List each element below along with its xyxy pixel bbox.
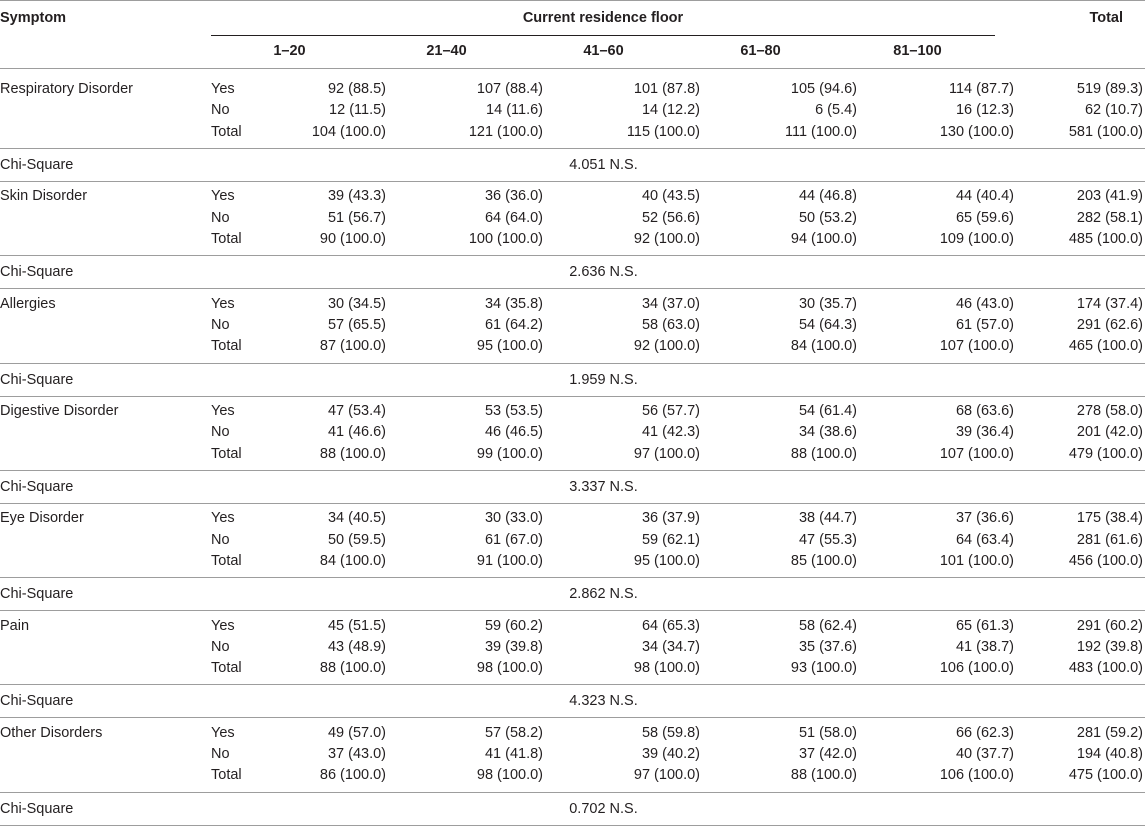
top-rule [0,0,1145,1]
value-cell: 37 (43.0) [327,746,386,763]
section-rule [0,148,1145,149]
header-symptom: Symptom [0,10,67,26]
row-label-yes: Yes [211,724,235,741]
value-cell: 109 (100.0) [939,230,1014,247]
value-cell: 34 (34.7) [641,638,700,655]
value-cell: 88 (100.0) [319,660,386,677]
value-cell: 92 (100.0) [633,338,700,355]
row-label-no: No [211,316,230,333]
value-cell: 59 (62.1) [641,531,700,548]
row-label-total: Total [211,660,242,677]
value-cell: 87 (100.0) [319,338,386,355]
value-cell: 34 (37.0) [641,295,700,312]
value-cell: 34 (35.8) [484,295,543,312]
value-cell: 84 (100.0) [319,552,386,569]
row-label-yes: Yes [211,510,235,527]
value-cell: 101 (100.0) [939,552,1014,569]
value-cell: 86 (100.0) [319,767,386,784]
value-cell: 194 (40.8) [1076,746,1143,763]
value-cell: 65 (59.6) [955,209,1014,226]
row-label-total: Total [211,338,242,355]
value-cell: 64 (63.4) [955,531,1014,548]
value-cell: 51 (58.0) [798,724,857,741]
value-cell: 98 (100.0) [633,660,700,677]
value-cell: 50 (59.5) [327,531,386,548]
section-rule [0,792,1145,793]
value-cell: 50 (53.2) [798,209,857,226]
value-cell: 104 (100.0) [311,123,386,140]
value-cell: 114 (87.7) [948,81,1014,97]
value-cell: 61 (67.0) [484,531,543,548]
value-cell: 64 (64.0) [484,209,543,226]
value-cell: 30 (35.7) [798,295,857,312]
value-cell: 36 (37.9) [641,510,700,527]
section-rule [0,363,1145,364]
value-cell: 88 (100.0) [319,445,386,462]
value-cell: 111 (100.0) [784,123,857,140]
value-cell: 54 (64.3) [798,316,857,333]
value-cell: 12 (11.5) [329,102,386,119]
value-cell: 51 (56.7) [327,209,386,226]
header-col-3: 41–60 [583,43,624,59]
value-cell: 475 (100.0) [1068,767,1143,784]
value-cell: 291 (60.2) [1076,617,1143,634]
chi-square-value: 0.702 N.S. [569,800,638,817]
row-label-no: No [211,746,230,763]
value-cell: 175 (38.4) [1076,510,1143,527]
section-rule [0,255,1145,256]
value-cell: 41 (41.8) [484,746,543,763]
value-cell: 130 (100.0) [939,123,1014,140]
value-cell: 62 (10.7) [1084,102,1143,119]
header-col-5: 81–100 [893,43,942,59]
row-label-yes: Yes [211,402,235,419]
value-cell: 41 (42.3) [641,424,700,441]
value-cell: 37 (36.6) [955,510,1014,527]
value-cell: 94 (100.0) [790,230,857,247]
row-label-total: Total [211,767,242,784]
value-cell: 479 (100.0) [1068,445,1143,462]
value-cell: 98 (100.0) [476,767,543,784]
value-cell: 68 (63.6) [955,402,1014,419]
row-label-total: Total [211,230,242,247]
value-cell: 105 (94.6) [790,81,857,97]
value-cell: 16 (12.3) [955,102,1014,119]
value-cell: 95 (100.0) [476,338,543,355]
chi-square-value: 2.636 N.S. [569,264,638,281]
value-cell: 14 (12.2) [641,102,700,119]
chi-rule [0,610,1145,611]
row-label-yes: Yes [211,617,235,634]
value-cell: 46 (43.0) [955,295,1014,312]
value-cell: 107 (100.0) [939,445,1014,462]
value-cell: 41 (46.6) [327,424,386,441]
chi-square-label: Chi-Square [0,156,74,173]
value-cell: 97 (100.0) [633,767,700,784]
header-total: Total [1089,10,1123,26]
value-cell: 519 (89.3) [1076,81,1143,97]
value-cell: 66 (62.3) [955,724,1014,741]
value-cell: 456 (100.0) [1068,552,1143,569]
value-cell: 97 (100.0) [633,445,700,462]
header-floor-group: Current residence floor [522,10,684,26]
value-cell: 58 (59.8) [641,724,700,741]
header-rule [0,68,1145,69]
value-cell: 581 (100.0) [1068,123,1143,140]
row-label-total: Total [211,445,242,462]
value-cell: 40 (37.7) [955,746,1014,763]
symptom-label: Eye Disorder [0,510,84,527]
row-label-no: No [211,209,230,226]
chi-rule [0,825,1145,826]
value-cell: 99 (100.0) [476,445,543,462]
value-cell: 39 (43.3) [327,188,386,205]
value-cell: 101 (87.8) [633,81,700,97]
value-cell: 43 (48.9) [327,638,386,655]
value-cell: 174 (37.4) [1076,295,1143,312]
row-label-yes: Yes [211,295,235,312]
section-rule [0,684,1145,685]
value-cell: 41 (38.7) [955,638,1014,655]
value-cell: 53 (53.5) [484,402,543,419]
value-cell: 47 (53.4) [327,402,386,419]
value-cell: 106 (100.0) [939,767,1014,784]
chi-rule [0,717,1145,718]
symptom-label: Other Disorders [0,724,103,741]
value-cell: 45 (51.5) [327,617,386,634]
chi-square-value: 3.337 N.S. [569,478,638,495]
symptom-label: Respiratory Disorder [0,81,133,97]
value-cell: 100 (100.0) [468,230,543,247]
value-cell: 84 (100.0) [790,338,857,355]
value-cell: 44 (40.4) [955,188,1014,205]
chi-square-label: Chi-Square [0,264,74,281]
value-cell: 192 (39.8) [1076,638,1143,655]
row-label-no: No [211,531,230,548]
value-cell: 98 (100.0) [476,660,543,677]
value-cell: 56 (57.7) [641,402,700,419]
value-cell: 88 (100.0) [790,767,857,784]
symptom-label: Digestive Disorder [0,402,119,419]
value-cell: 30 (33.0) [484,510,543,527]
value-cell: 39 (40.2) [641,746,700,763]
value-cell: 203 (41.9) [1076,188,1143,205]
row-label-yes: Yes [211,81,235,97]
value-cell: 39 (36.4) [955,424,1014,441]
value-cell: 38 (44.7) [798,510,857,527]
value-cell: 121 (100.0) [468,123,543,140]
chi-square-label: Chi-Square [0,800,74,817]
value-cell: 54 (61.4) [798,402,857,419]
value-cell: 44 (46.8) [798,188,857,205]
value-cell: 30 (34.5) [327,295,386,312]
value-cell: 106 (100.0) [939,660,1014,677]
value-cell: 37 (42.0) [798,746,857,763]
value-cell: 465 (100.0) [1068,338,1143,355]
chi-rule [0,396,1145,397]
value-cell: 291 (62.6) [1076,316,1143,333]
section-rule [0,577,1145,578]
value-cell: 90 (100.0) [319,230,386,247]
value-cell: 58 (62.4) [798,617,857,634]
value-cell: 282 (58.1) [1076,209,1143,226]
row-label-no: No [211,102,230,119]
value-cell: 281 (61.6) [1076,531,1143,548]
header-col-2: 21–40 [426,43,467,59]
value-cell: 49 (57.0) [327,724,386,741]
value-cell: 39 (39.8) [484,638,543,655]
value-cell: 88 (100.0) [790,445,857,462]
value-cell: 34 (40.5) [327,510,386,527]
value-cell: 34 (38.6) [798,424,857,441]
symptom-label: Allergies [0,295,56,312]
value-cell: 93 (100.0) [790,660,857,677]
chi-square-value: 4.323 N.S. [569,693,638,710]
value-cell: 14 (11.6) [486,102,543,119]
value-cell: 64 (65.3) [641,617,700,634]
header-col-1: 1–20 [273,43,306,59]
value-cell: 47 (55.3) [798,531,857,548]
value-cell: 115 (100.0) [626,123,700,140]
row-label-total: Total [211,552,242,569]
value-cell: 52 (56.6) [641,209,700,226]
chi-square-value: 1.959 N.S. [569,371,638,388]
value-cell: 281 (59.2) [1076,724,1143,741]
value-cell: 65 (61.3) [955,617,1014,634]
value-cell: 61 (57.0) [955,316,1014,333]
symptom-label: Skin Disorder [0,188,88,205]
chi-rule [0,503,1145,504]
value-cell: 40 (43.5) [641,188,700,205]
value-cell: 36 (36.0) [484,188,543,205]
chi-square-label: Chi-Square [0,371,74,388]
value-cell: 107 (88.4) [476,81,543,97]
value-cell: 6 (5.4) [815,102,857,119]
section-rule [0,470,1145,471]
value-cell: 91 (100.0) [476,552,543,569]
value-cell: 95 (100.0) [633,552,700,569]
chi-square-label: Chi-Square [0,478,74,495]
row-label-yes: Yes [211,188,235,205]
value-cell: 485 (100.0) [1068,230,1143,247]
value-cell: 57 (58.2) [484,724,543,741]
value-cell: 107 (100.0) [939,338,1014,355]
value-cell: 92 (100.0) [633,230,700,247]
value-cell: 58 (63.0) [641,316,700,333]
value-cell: 85 (100.0) [790,552,857,569]
row-label-no: No [211,638,230,655]
chi-square-label: Chi-Square [0,586,74,603]
symptom-label: Pain [0,617,30,634]
value-cell: 92 (88.5) [327,81,386,97]
value-cell: 201 (42.0) [1076,424,1143,441]
value-cell: 46 (46.5) [484,424,543,441]
group-rule [211,35,995,36]
value-cell: 35 (37.6) [798,638,857,655]
value-cell: 59 (60.2) [484,617,543,634]
chi-rule [0,181,1145,182]
value-cell: 483 (100.0) [1068,660,1143,677]
value-cell: 57 (65.5) [327,316,386,333]
value-cell: 278 (58.0) [1076,402,1143,419]
row-label-total: Total [211,123,242,140]
chi-rule [0,288,1145,289]
value-cell: 61 (64.2) [484,316,543,333]
chi-square-value: 2.862 N.S. [569,586,638,603]
chi-square-value: 4.051 N.S. [569,156,638,173]
row-label-no: No [211,424,230,441]
header-col-4: 61–80 [740,43,781,59]
chi-square-label: Chi-Square [0,693,74,710]
